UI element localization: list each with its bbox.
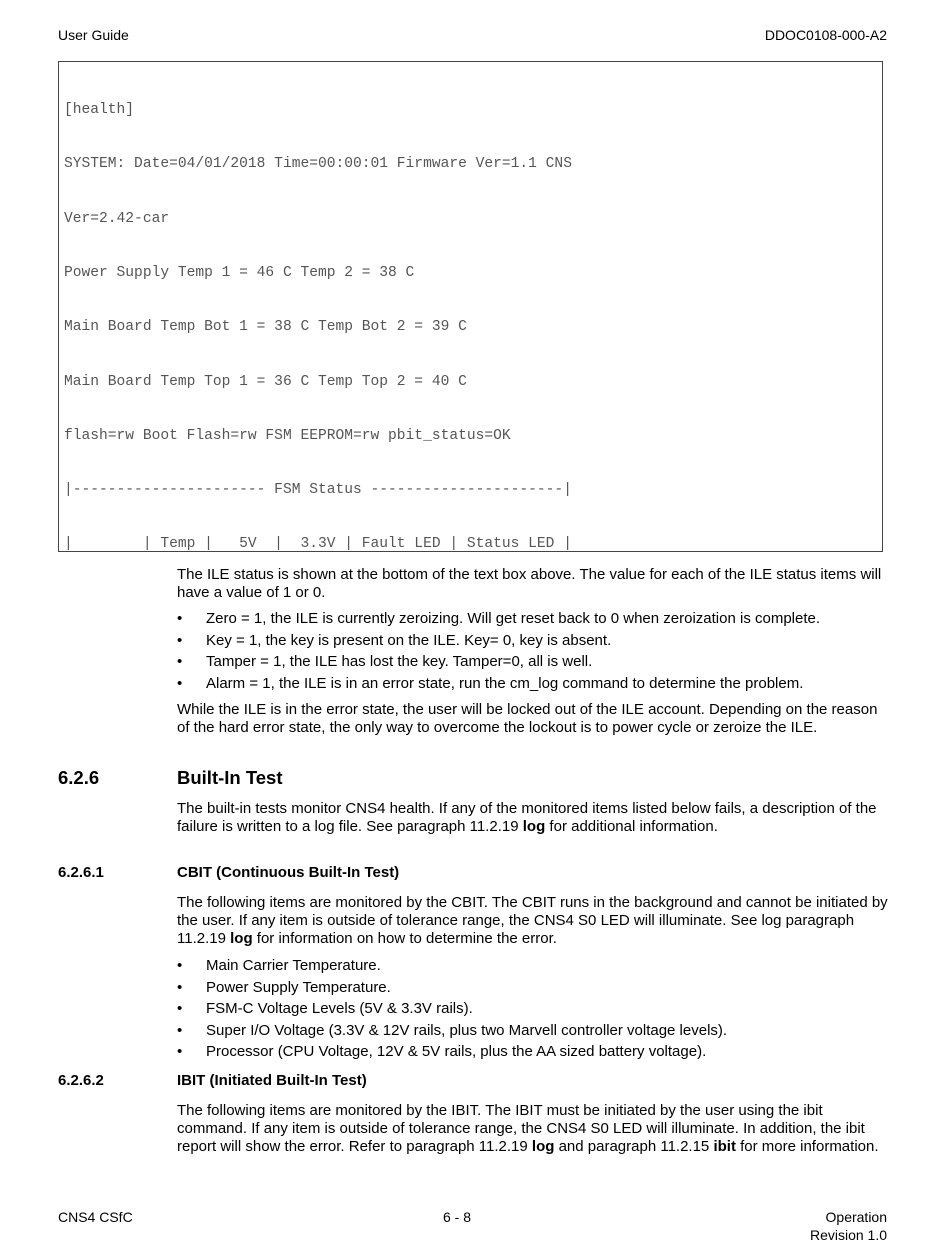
cbit-paragraph (177, 894, 889, 948)
footer-right-section: Operation (825, 1209, 887, 1225)
list-item (177, 675, 889, 697)
console-line: SYSTEM: Date=04/01/2018 Time=00:00:01 Firmware Ver=1.1 CNS (64, 156, 572, 173)
bullet-icon: • (177, 1021, 183, 1039)
list-item-text: Alarm = 1, the ILE is in an error state, run the cm_log command to determine the problem. (206, 674, 804, 692)
list-item (177, 1022, 889, 1044)
list-item-text: Super I/O Voltage (3.3V & 12V rails, plus two Marvell controller voltage levels). (206, 1021, 728, 1039)
console-line: Power Supply Temp 1 = 46 C Temp 2 = 38 C (64, 265, 415, 282)
footer-left: CNS4 CSfC (58, 1209, 133, 1225)
console-line: |---------------------- FSM Status ----------------------| (64, 482, 572, 499)
list-item-text: Key = 1, the key is present on the ILE. Key= 0, key is absent. (206, 631, 612, 649)
section-number-6261: 6.2.6.1 (58, 864, 104, 881)
section-number-626: 6.2.6 (58, 767, 100, 788)
built-in-test-paragraph (177, 800, 889, 836)
ile-intro-paragraph: The ILE status is shown at the bottom of the text box above. The value for each of the ILE status items will have a value of 1 or 0. (177, 566, 882, 601)
bullet-icon: • (177, 978, 183, 996)
bullet-icon: • (177, 957, 183, 974)
list-item (177, 1043, 889, 1065)
bullet-icon: • (177, 653, 183, 670)
text-run: for more information. (735, 1138, 879, 1155)
text-run: and paragraph 11.2.15 (554, 1138, 714, 1155)
console-line: [health] (64, 102, 135, 119)
list-item-text: Power Supply Temperature. (206, 978, 391, 996)
list-item-text: Tamper = 1, the ILE has lost the key. Tamper=0, all is well. (206, 653, 593, 670)
console-line: Main Board Temp Top 1 = 36 C Temp Top 2 = 40 C (64, 373, 467, 390)
page-number: 6 - 8 (443, 1209, 472, 1225)
section-title-cbit: CBIT (Continuous Built-In Test) (177, 864, 400, 881)
section-title-ibit: IBIT (Initiated Built-In Test) (177, 1072, 367, 1089)
bullet-icon: • (177, 1000, 183, 1017)
list-item (177, 957, 889, 979)
text-run: for additional information. (545, 818, 718, 835)
health-console-output (58, 61, 883, 552)
list-item (177, 653, 889, 675)
list-item-text: Zero = 1, the ILE is currently zeroizing. Will get reset back to 0 when zeroization is complete. (206, 610, 821, 627)
header-right: DDOC0108-000-A2 (764, 27, 887, 43)
list-item-text: Main Carrier Temperature. (206, 957, 381, 974)
log-command-ref: log (531, 1138, 555, 1155)
text-run: The following items are monitored by the CBIT. The CBIT runs in the background and cannot be initiated by the user. If any item is outside of tolerance range, the CNS4 S0 LED will illuminate. See log paragraph 11.2.19 (177, 894, 888, 947)
log-command-ref: log (230, 930, 253, 947)
bullet-icon: • (177, 1043, 183, 1060)
section-number-6262: 6.2.6.2 (58, 1072, 104, 1089)
list-item-text: Processor (CPU Voltage, 12V & 5V rails, plus the AA sized battery voltage). (206, 1043, 707, 1060)
bullet-icon: • (177, 674, 183, 692)
bullet-icon: • (177, 610, 183, 627)
list-item (177, 610, 889, 632)
list-item (177, 979, 889, 1001)
ile-status-list (177, 610, 889, 696)
list-item (177, 632, 889, 654)
log-command-ref: log (522, 818, 546, 835)
console-line: Ver=2.42-car (64, 210, 170, 227)
list-item (177, 1000, 889, 1022)
list-item-text: FSM-C Voltage Levels (5V & 3.3V rails). (206, 1000, 473, 1017)
section-title-built-in-test: Built-In Test (177, 767, 283, 788)
footer-revision: Revision 1.0 (809, 1227, 887, 1243)
cbit-section (177, 894, 889, 1065)
console-line: Main Board Temp Bot 1 = 38 C Temp Bot 2 = 39 C (64, 319, 467, 336)
ibit-paragraph (177, 1102, 889, 1156)
ibit-command-ref: ibit (713, 1138, 736, 1155)
text-run: The built-in tests monitor CNS4 health. If any of the monitored items listed below fails, a description of the failure is written to a log file. See paragraph 11.2.19 (177, 800, 877, 835)
cbit-items-list (177, 957, 889, 1065)
header-left: User Guide (58, 27, 129, 43)
console-line: | | Temp | 5V | 3.3V | Fault LED | Status LED | (64, 536, 572, 552)
ile-error-paragraph: While the ILE is in the error state, the user will be locked out of the ILE account. Depending on the reason of the hard error state, the only way to overcome the lockout is to power cycle or zeroize the ILE. (177, 701, 878, 736)
ile-section (177, 566, 889, 737)
text-run: for information on how to determine the error. (252, 930, 557, 947)
bullet-icon: • (177, 631, 183, 649)
text-run: The following items are monitored by the IBIT. The IBIT must be initiated by the user using the ibit command. If any item is outside of tolerance range, the CNS4 S0 LED will illuminate. In addition, the ibit report will show the error. Refer to paragraph 11.2.19 (177, 1102, 865, 1155)
console-line: flash=rw Boot Flash=rw FSM EEPROM=rw pbit_status=OK (64, 427, 511, 444)
